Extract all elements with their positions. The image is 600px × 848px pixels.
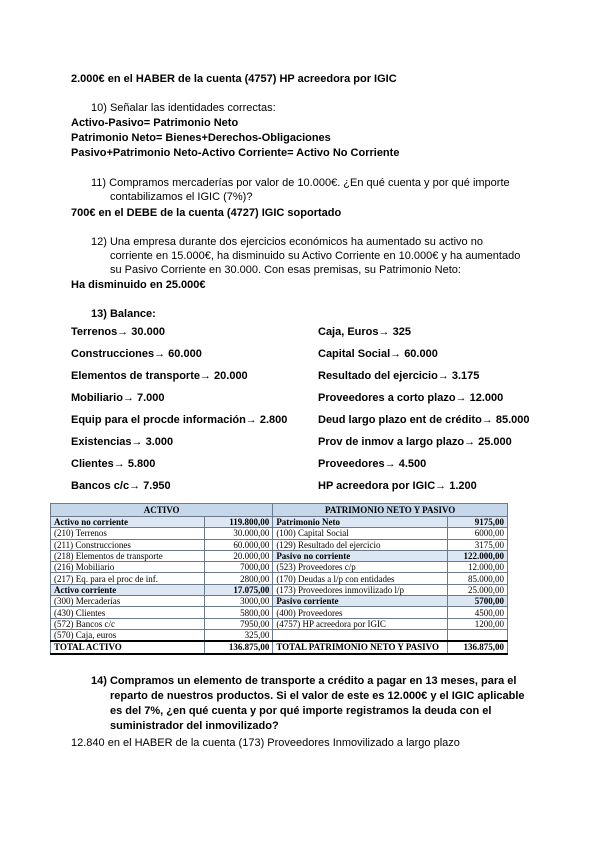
activo-value: 119.800,00 (205, 517, 273, 528)
activo-label: (216) Mobiliario (51, 562, 205, 573)
pasivo-label: (170) Deudas a l/p con entidades (273, 573, 448, 584)
balance-item: Elementos de transporte→ 20.000 (71, 370, 248, 382)
table-header-row (51, 504, 508, 517)
pasivo-label: Pasivo no corriente (273, 550, 448, 561)
balance-table (54, 503, 518, 669)
q14-question-line-3: es del 7%, ¿en qué cuenta y por qué importe registramos la deuda con el (110, 705, 492, 717)
pasivo-label (273, 629, 448, 641)
q14-question-line-4: suministrador del inmovilizado? (110, 720, 279, 732)
balance-item: Terrenos→ 30.000 (71, 326, 165, 338)
q12-answer: Ha disminuido en 25.000€ (71, 279, 206, 291)
q12-question-line-2: corriente en 15.000€, ha disminuido su Activo Corriente en 10.000€ y ha aumentado (110, 250, 521, 262)
activo-label: (570) Caja, euros (51, 629, 205, 641)
activo-label: (300) Mercaderías (51, 596, 205, 607)
pasivo-value: 5700,00 (448, 596, 508, 607)
table-row (51, 618, 508, 629)
pasivo-value: 4500,00 (448, 607, 508, 618)
pasivo-value: 1200,00 (448, 618, 508, 629)
table-row (51, 607, 508, 618)
balance-item: Prov de inmov a largo plazo→ 25.000 (318, 436, 512, 448)
total-pasivo-label: TOTAL PATRIMONIO NETO Y PASIVO (273, 641, 448, 653)
pasivo-label: (523) Proveedores c/p (273, 562, 448, 573)
q12-question-line-1: 12) Una empresa durante dos ejercicios económicos ha aumentado su activo no (91, 236, 483, 248)
pasivo-label: (400) Proveedores (273, 607, 448, 618)
table-row (51, 629, 508, 641)
pasivo-label: (4757) HP acreedora por IGIC (273, 618, 448, 629)
activo-label: (211) Construcciones (51, 539, 205, 550)
table-row (51, 539, 508, 550)
table-row (51, 528, 508, 539)
balance-item: Construcciones→ 60.000 (71, 348, 202, 360)
table-row (51, 596, 508, 607)
balance-item: Deud largo plazo ent de crédito→ 85.000 (318, 414, 530, 426)
balance-item: Resultado del ejercicio→ 3.175 (318, 370, 480, 382)
balance-table-grid (50, 503, 508, 655)
q10-question: 10) Señalar las identidades correctas: (91, 102, 276, 114)
total-activo-value: 136.875,00 (205, 641, 273, 653)
pasivo-value: 122.000,00 (448, 550, 508, 561)
balance-item: Equip para el procde información→ 2.800 (71, 414, 288, 426)
pasivo-label: (129) Resultado del ejercicio (273, 539, 448, 550)
table-row (51, 517, 508, 528)
table-row (51, 562, 508, 573)
pasivo-label: Patrimonio Neto (273, 517, 448, 528)
table-row (51, 550, 508, 561)
activo-value: 30.000,00 (205, 528, 273, 539)
pasivo-value: 3175,00 (448, 539, 508, 550)
activo-label: (210) Terrenos (51, 528, 205, 539)
q14-answer: 12.840 en el HABER de la cuenta (173) Proveedores Inmovilizado a largo plazo (71, 737, 460, 749)
activo-value: 2800,00 (205, 573, 273, 584)
header-patrimonio-pasivo: PATRIMONIO NETO Y PASIVO (273, 504, 508, 517)
activo-value: 325,00 (205, 629, 273, 641)
balance-item: Proveedores a corto plazo→ 12.000 (318, 392, 504, 404)
q10-answer-1: Activo-Pasivo= Patrimonio Neto (71, 117, 239, 129)
activo-value: 17.075,00 (205, 584, 273, 595)
activo-label: (430) Clientes (51, 607, 205, 618)
table-total-row (51, 641, 508, 653)
pasivo-value (448, 629, 508, 641)
pasivo-value: 25.000,00 (448, 584, 508, 595)
q9-answer: 2.000€ en el HABER de la cuenta (4757) HP acreedora por IGIC (71, 73, 397, 85)
balance-item: Proveedores→ 4.500 (318, 458, 427, 470)
header-activo: ACTIVO (51, 504, 273, 517)
activo-value: 7000,00 (205, 562, 273, 573)
balance-item: Capital Social→ 60.000 (318, 348, 438, 360)
pasivo-value: 6000,00 (448, 528, 508, 539)
balance-item: Caja, Euros→ 325 (318, 326, 411, 338)
activo-value: 5800,00 (205, 607, 273, 618)
activo-label: (218) Elementos de transporte (51, 550, 205, 561)
activo-label: (572) Bancos c/c (51, 618, 205, 629)
table-row (51, 573, 508, 584)
q13-title: 13) Balance: (91, 308, 156, 320)
balance-item: HP acreedora por IGIC→ 1.200 (318, 480, 477, 492)
q12-question-line-3: su Pasivo Corriente en 30.000. Con esas premisas, su Patrimonio Neto: (110, 264, 461, 276)
pasivo-value: 9175,00 (448, 517, 508, 528)
activo-label: (217) Eq. para el proc de inf. (51, 573, 205, 584)
activo-label: Activo no corriente (51, 517, 205, 528)
pasivo-value: 85.000,00 (448, 573, 508, 584)
q14-question-line-1: 14) Compramos un elemento de transporte a crédito a pagar en 13 meses, para el (91, 675, 517, 687)
activo-value: 60.000,00 (205, 539, 273, 550)
pasivo-value: 12.000,00 (448, 562, 508, 573)
q14-question-line-2: reparto de nuestros productos. Si el valor de este es 12.000€ y el IGIC aplicable (110, 690, 525, 702)
activo-label: Activo corriente (51, 584, 205, 595)
pasivo-label: (173) Proveedores inmovilizado l/p (273, 584, 448, 595)
activo-value: 7950,00 (205, 618, 273, 629)
activo-value: 3000,00 (205, 596, 273, 607)
q10-answer-2: Patrimonio Neto= Bienes+Derechos-Obligaciones (71, 132, 331, 144)
q11-question-line-1: 11) Compramos mercaderías por valor de 10.000€. ¿En qué cuenta y por qué importe (91, 177, 510, 189)
balance-item: Clientes→ 5.800 (71, 458, 156, 470)
q10-answer-3: Pasivo+Patrimonio Neto-Activo Corriente= Activo No Corriente (71, 147, 400, 159)
pasivo-label: (100) Capital Social (273, 528, 448, 539)
balance-item: Bancos c/c→ 7.950 (71, 480, 171, 492)
balance-item: Mobiliario→ 7.000 (71, 392, 165, 404)
balance-item: Existencias→ 3.000 (71, 436, 174, 448)
total-pasivo-value: 136.875,00 (448, 641, 508, 653)
q11-answer: 700€ en el DEBE de la cuenta (4727) IGIC soportado (71, 207, 342, 219)
q11-question-line-2: contabilizamos el IGIC (7%)? (110, 191, 253, 203)
activo-value: 20.000,00 (205, 550, 273, 561)
total-activo-label: TOTAL ACTIVO (51, 641, 205, 653)
pasivo-label: Pasivo corriente (273, 596, 448, 607)
table-row (51, 584, 508, 595)
